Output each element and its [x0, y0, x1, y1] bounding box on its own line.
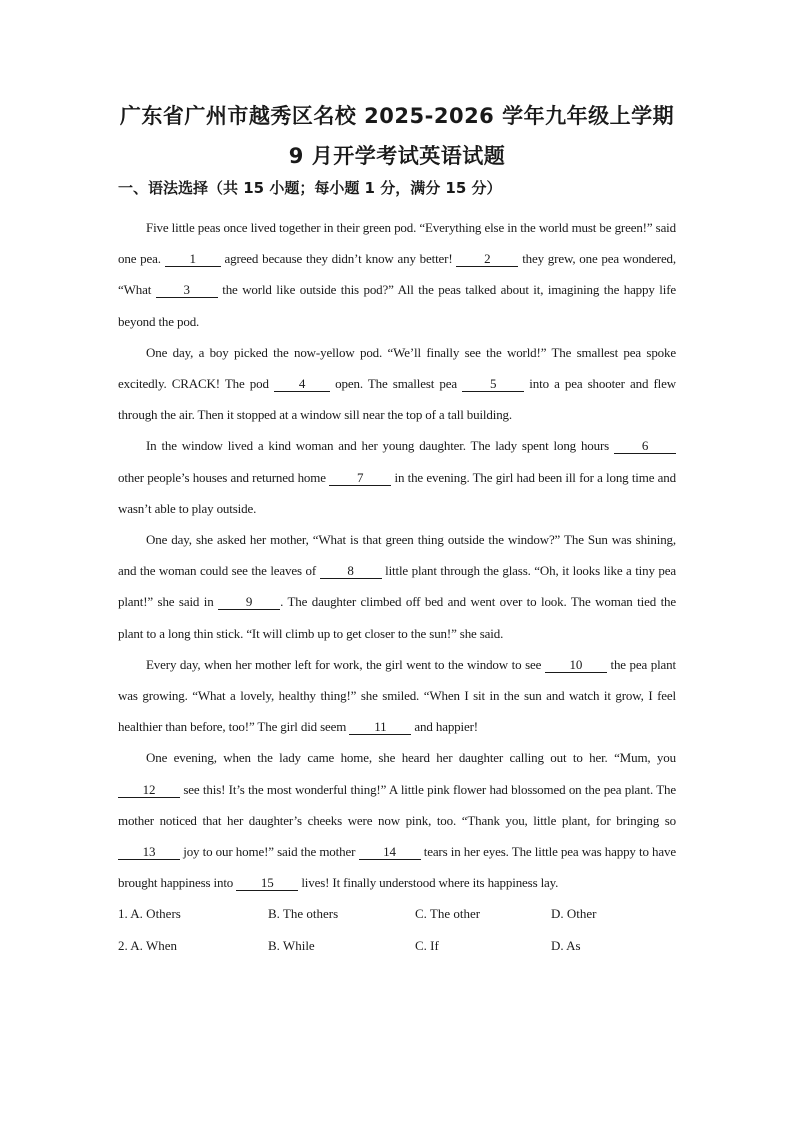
blank-10: 10 — [545, 658, 607, 673]
passage-paragraph — [118, 649, 676, 743]
option-d — [551, 930, 671, 961]
passage-text: lives! It finally understood where its happiness lay. — [298, 875, 559, 891]
passage-text: Five little peas once lived together in their green pod. “Everything else in the world must be green!” said one pea. — [118, 220, 676, 267]
blank-3: 3 — [156, 283, 218, 298]
option-b — [268, 898, 415, 929]
passage-paragraph — [118, 430, 676, 524]
passage-paragraph — [118, 337, 676, 431]
blank-13: 13 — [118, 845, 180, 860]
exam-title-line-2: 9 月开学考试英语试题 — [288, 144, 506, 168]
option-text: B. The others — [268, 906, 339, 922]
option-c — [415, 930, 551, 961]
option-text: D. As — [551, 937, 581, 953]
option-text: D. Other — [551, 906, 597, 922]
passage-text: into a pea shooter and flew through the air. Then it stopped at a window sill near the top of a tall building. — [118, 376, 677, 423]
passage-text: the pea plant was growing. “What a lovely, healthy thing!” she smiled. “When I sit in the sun and watch it grow, I feel healthier than before, too!” The girl did seem — [118, 656, 676, 735]
passage-text: in the evening. The girl had been ill for a long time and wasn’t able to play outside. — [118, 469, 676, 516]
question-number: 2. — [118, 937, 128, 953]
passage-text: One day, she asked her mother, “What is that green thing outside the window?” The Sun was shining, and the woman could see the leaves of — [118, 532, 676, 579]
passage-text: agreed because they didn’t know any better! — [220, 251, 457, 267]
passage-paragraph — [118, 212, 676, 337]
option-c — [415, 898, 551, 929]
option-b — [268, 930, 415, 961]
blank-15: 15 — [236, 876, 298, 891]
question-number: 1. — [118, 906, 128, 922]
passage-paragraph — [118, 524, 676, 649]
passage-text: the world like outside this pod?” All the peas talked about it, imagining the happy life beyond the pod. — [118, 282, 676, 329]
blank-14: 14 — [359, 845, 421, 860]
blank-5: 5 — [462, 377, 524, 392]
section-heading: 一、语法选择（共 15 小题；每小题 1 分，满分 15 分） — [118, 179, 502, 197]
passage-text: other people’s houses and returned home — [118, 469, 330, 485]
passage-text: In the window lived a kind woman and her young daughter. The lady spent long hours — [146, 438, 614, 454]
passage-text: joy to our home!” said the mother — [180, 844, 359, 860]
passage-text: Every day, when her mother left for work, the girl went to the window to see — [146, 656, 545, 672]
exam-title-line-1: 广东省广州市越秀区名校 2025-2026 学年九年级上学期 — [119, 104, 675, 128]
blank-4: 4 — [274, 377, 330, 392]
option-d — [551, 898, 671, 929]
question-options — [118, 898, 676, 960]
passage-paragraph — [118, 742, 676, 898]
passage-text: see this! It’s the most wonderful thing!” A little pink flower had blossomed on the pea plant. The mother noticed that her daughter’s cheeks were now pink, too. “Thank you, little plant, for bringing so — [118, 781, 676, 828]
blank-7: 7 — [329, 471, 391, 486]
option-text: C. If — [415, 937, 439, 953]
passage-text: they grew, one pea wondered, “What — [118, 251, 677, 298]
passage-text: open. The smallest pea — [330, 376, 463, 392]
option-text: A. Others — [130, 906, 181, 922]
question-row — [118, 898, 676, 929]
passage-text: tears in her eyes. The little pea was happy to have brought happiness into — [118, 844, 676, 891]
blank-9: 9 — [218, 595, 280, 610]
option-text: A. When — [130, 937, 177, 953]
option-text: C. The other — [415, 906, 481, 922]
option-text: B. While — [268, 937, 315, 953]
passage-text: little plant through the glass. “Oh, it looks like a tiny pea plant!” she said in — [118, 563, 676, 610]
passage-text: and happier! — [411, 719, 478, 735]
option-a — [118, 930, 268, 961]
passage-text: One evening, when the lady came home, she heard her daughter calling out to her. “Mum, you — [146, 750, 676, 766]
blank-12: 12 — [118, 783, 180, 798]
blank-2: 2 — [456, 252, 518, 267]
passage-text: One day, a boy picked the now-yellow pod. “We’ll finally see the world!” The smallest pea spoke excitedly. CRACK! The pod — [118, 344, 676, 392]
blank-6: 6 — [614, 439, 676, 454]
passage-text: . The daughter climbed off bed and went over to look. The woman tied the plant to a long thin stick. “It will climb up to get closer to the sun!” she said. — [118, 594, 676, 641]
option-a — [118, 898, 268, 929]
question-row — [118, 930, 676, 961]
reading-passage — [118, 212, 676, 898]
blank-1: 1 — [165, 252, 221, 267]
blank-8: 8 — [320, 564, 382, 579]
blank-11: 11 — [349, 720, 411, 735]
